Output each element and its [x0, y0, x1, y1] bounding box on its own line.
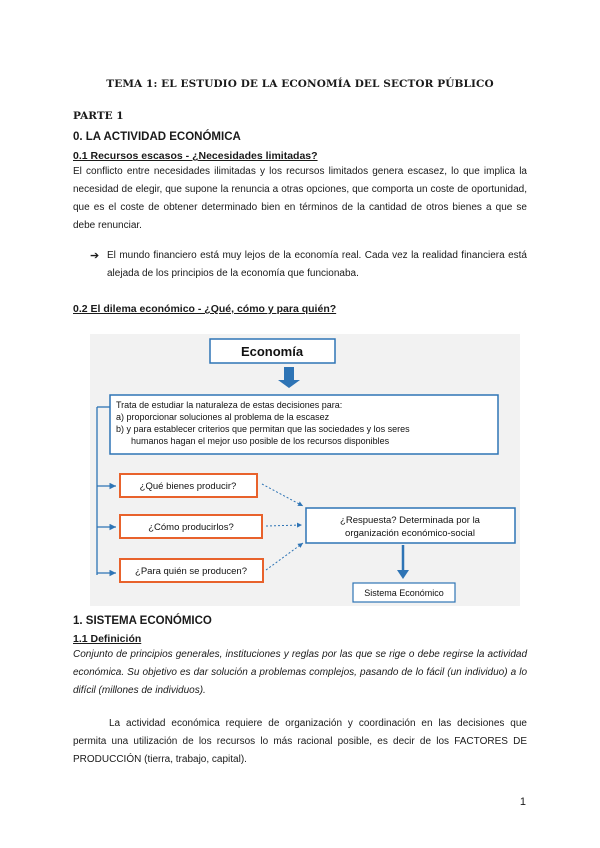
arrow-bullet-icon: ➔ [90, 250, 100, 262]
part-heading: PARTE 1 [73, 110, 124, 122]
page-number: 1 [519, 796, 526, 808]
description-line-2: a) proporcionar soluciones al problema de la escasez [116, 412, 330, 422]
section-0-1-paragraph: El conflicto entre necesidades ilimitadas y los recursos limitados genera escasez, lo que implica la necesidad de elegir, que supone la renuncia a otras opciones, que comporta un coste de oportunidad, que es el coste de obtener determinado bien en términos de la cantidad de otros bienes a que se debe renunciar. [73, 166, 527, 231]
description-line-4: humanos hagan el mejor uso posible de los recursos disponibles [116, 436, 390, 446]
bullet-text: El mundo financiero está muy lejos de la economía real. Cada vez la realidad financiera está alejada de los principios de la economía que funcionaba. [107, 250, 527, 279]
economic-dilemma-diagram [90, 334, 520, 606]
economia-label: Economía [240, 344, 304, 359]
description-line-3: b) y para establecer criterios que permitan que las sociedades y los seres [116, 424, 410, 434]
section-1-1-heading: 1.1 Definición [73, 633, 142, 645]
question-what-label: ¿Qué bienes producir? [139, 481, 237, 492]
result-label: Sistema Económico [364, 588, 444, 598]
document-title: TEMA 1: EL ESTUDIO DE LA ECONOMÍA DEL SECTOR PÚBLICO [106, 78, 494, 90]
section-1-paragraph: La actividad económica requiere de organización y coordinación en las decisiones que permita una utilización de los recursos lo más racional posible, es decir de los FACTORES DE PRODUCCIÓN (tierra, trabajo, capital). [73, 718, 527, 765]
section-0-1-heading: 0.1 Recursos escasos - ¿Necesidades limitadas? [73, 150, 318, 162]
definition-paragraph: Conjunto de principios generales, instituciones y reglas por las que se rige o debe regirse la actividad económica. Su objetivo es dar solución a problemas complejos, pasando de lo fácil (un individuo) a lo difícil (millones de individuos). [73, 649, 527, 696]
section-0-2-heading: 0.2 El dilema económico - ¿Qué, cómo y para quién? [73, 303, 337, 315]
question-for-whom-label: ¿Para quién se producen? [135, 566, 247, 577]
bullet-item [90, 247, 527, 283]
section-1-heading: 1. SISTEMA ECONÓMICO [73, 615, 212, 627]
section-0-heading: 0. LA ACTIVIDAD ECONÓMICA [73, 131, 241, 143]
answer-line-1: ¿Respuesta? Determinada por la [340, 515, 480, 526]
description-line-1: Trata de estudiar la naturaleza de estas decisiones para: [116, 400, 343, 410]
question-how-label: ¿Cómo producirlos? [148, 522, 234, 533]
answer-line-2: organización económico-social [345, 528, 475, 539]
